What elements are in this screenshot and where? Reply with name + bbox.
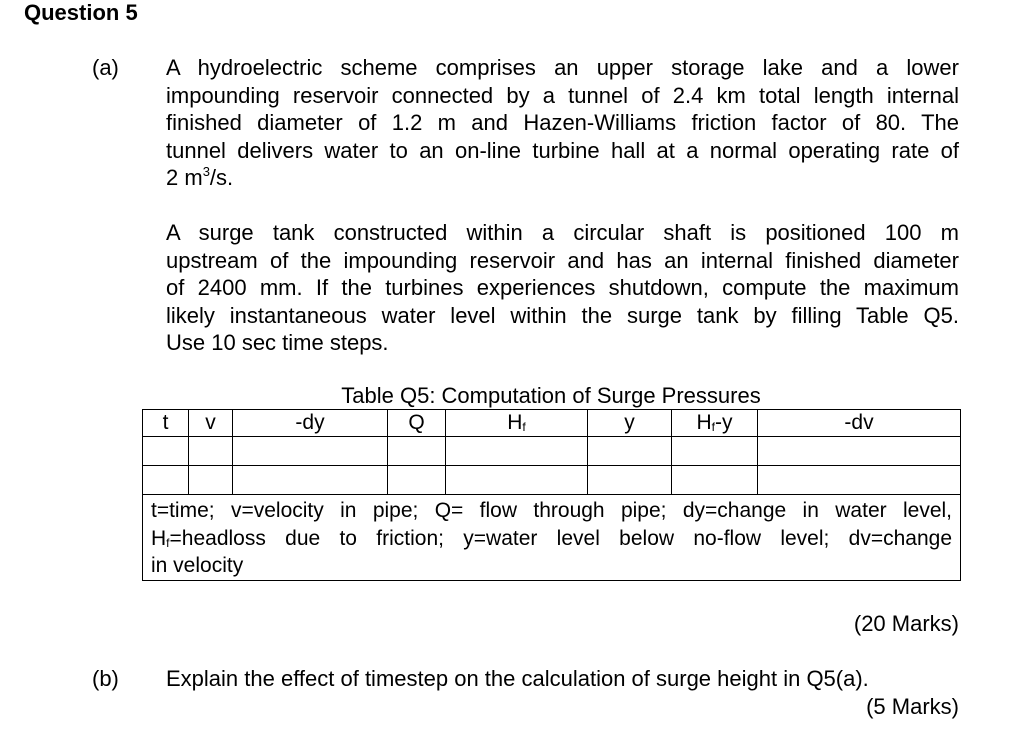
table-cell[interactable] bbox=[446, 466, 588, 495]
part-a-marks: (20 Marks) bbox=[853, 611, 959, 636]
header-y: y bbox=[588, 410, 672, 437]
text-line: Use 10 sec time steps. bbox=[166, 330, 389, 355]
table-cell[interactable] bbox=[446, 437, 588, 466]
text-line: of 2400 mm. If the turbines experiences shutdown, compute the maximum bbox=[166, 275, 959, 300]
table-cell[interactable] bbox=[233, 466, 388, 495]
legend-line: $H_f=headloss$ due to friction; y=water level below no-flow level; dv=change bbox=[151, 526, 952, 550]
text-line: likely instantaneous water level within the surge tank by filling Table Q5. bbox=[166, 302, 959, 328]
table-cell[interactable] bbox=[388, 466, 446, 495]
header-t: t bbox=[143, 410, 189, 437]
table-cell[interactable] bbox=[672, 466, 758, 495]
table-cell[interactable] bbox=[588, 437, 672, 466]
header-q: Q bbox=[388, 410, 446, 437]
header-dy: -dy bbox=[233, 410, 388, 437]
legend-line: t=time; v=velocity in pipe; Q= flow through pipe; dy=change in water level, bbox=[151, 499, 952, 522]
header-hf: $H_f$ bbox=[446, 410, 588, 437]
table-cell[interactable] bbox=[388, 437, 446, 466]
table-legend-row bbox=[143, 495, 961, 581]
legend-line: in velocity bbox=[151, 554, 244, 577]
table-cell[interactable] bbox=[758, 466, 961, 495]
superscript: 3 bbox=[202, 164, 210, 179]
flow-rate-unit: /s. bbox=[209, 165, 234, 190]
table-cell[interactable] bbox=[672, 437, 758, 466]
header-v: v bbox=[189, 410, 233, 437]
part-a-paragraph-2 bbox=[166, 219, 959, 357]
text-line bbox=[166, 164, 959, 192]
table-caption: Table Q5: Computation of Surge Pressures bbox=[341, 383, 761, 408]
part-b-marks: (5 Marks) bbox=[866, 694, 959, 719]
part-a-paragraph-1 bbox=[166, 54, 959, 192]
part-a-label: (a) bbox=[92, 55, 119, 80]
header-dv: -dv bbox=[758, 410, 961, 437]
text-line: tunnel delivers water to an on-line turbine hall at a normal operating rate of bbox=[166, 137, 959, 163]
table-row bbox=[143, 437, 961, 466]
question-heading: Question 5 bbox=[24, 0, 138, 25]
flow-rate-value: 2 m bbox=[166, 165, 203, 190]
table-legend bbox=[143, 495, 961, 581]
header-hf-y: $H_f-y$ bbox=[672, 410, 758, 437]
table-cell[interactable] bbox=[588, 466, 672, 495]
table-cell[interactable] bbox=[143, 466, 189, 495]
part-b-text: Explain the effect of timestep on the calculation of surge height in Q5(a). bbox=[166, 666, 869, 691]
table-cell[interactable] bbox=[758, 437, 961, 466]
table-cell[interactable] bbox=[189, 466, 233, 495]
table-header-row bbox=[143, 410, 961, 437]
table-cell[interactable] bbox=[143, 437, 189, 466]
table-cell[interactable] bbox=[189, 437, 233, 466]
text-line: A surge tank constructed within a circular shaft is positioned 100 m bbox=[166, 220, 959, 245]
table-cell[interactable] bbox=[233, 437, 388, 466]
surge-table bbox=[142, 409, 961, 581]
text-line: finished diameter of 1.2 m and Hazen-Williams friction factor of 80. The bbox=[166, 110, 959, 135]
part-b-label: (b) bbox=[92, 666, 119, 691]
text-line: A hydroelectric scheme comprises an upper storage lake and a lower bbox=[166, 55, 959, 80]
table-row bbox=[143, 466, 961, 495]
text-line: impounding reservoir connected by a tunnel of 2.4 km total length internal bbox=[166, 82, 959, 108]
text-line: upstream of the impounding reservoir and has an internal finished diameter bbox=[166, 247, 959, 273]
